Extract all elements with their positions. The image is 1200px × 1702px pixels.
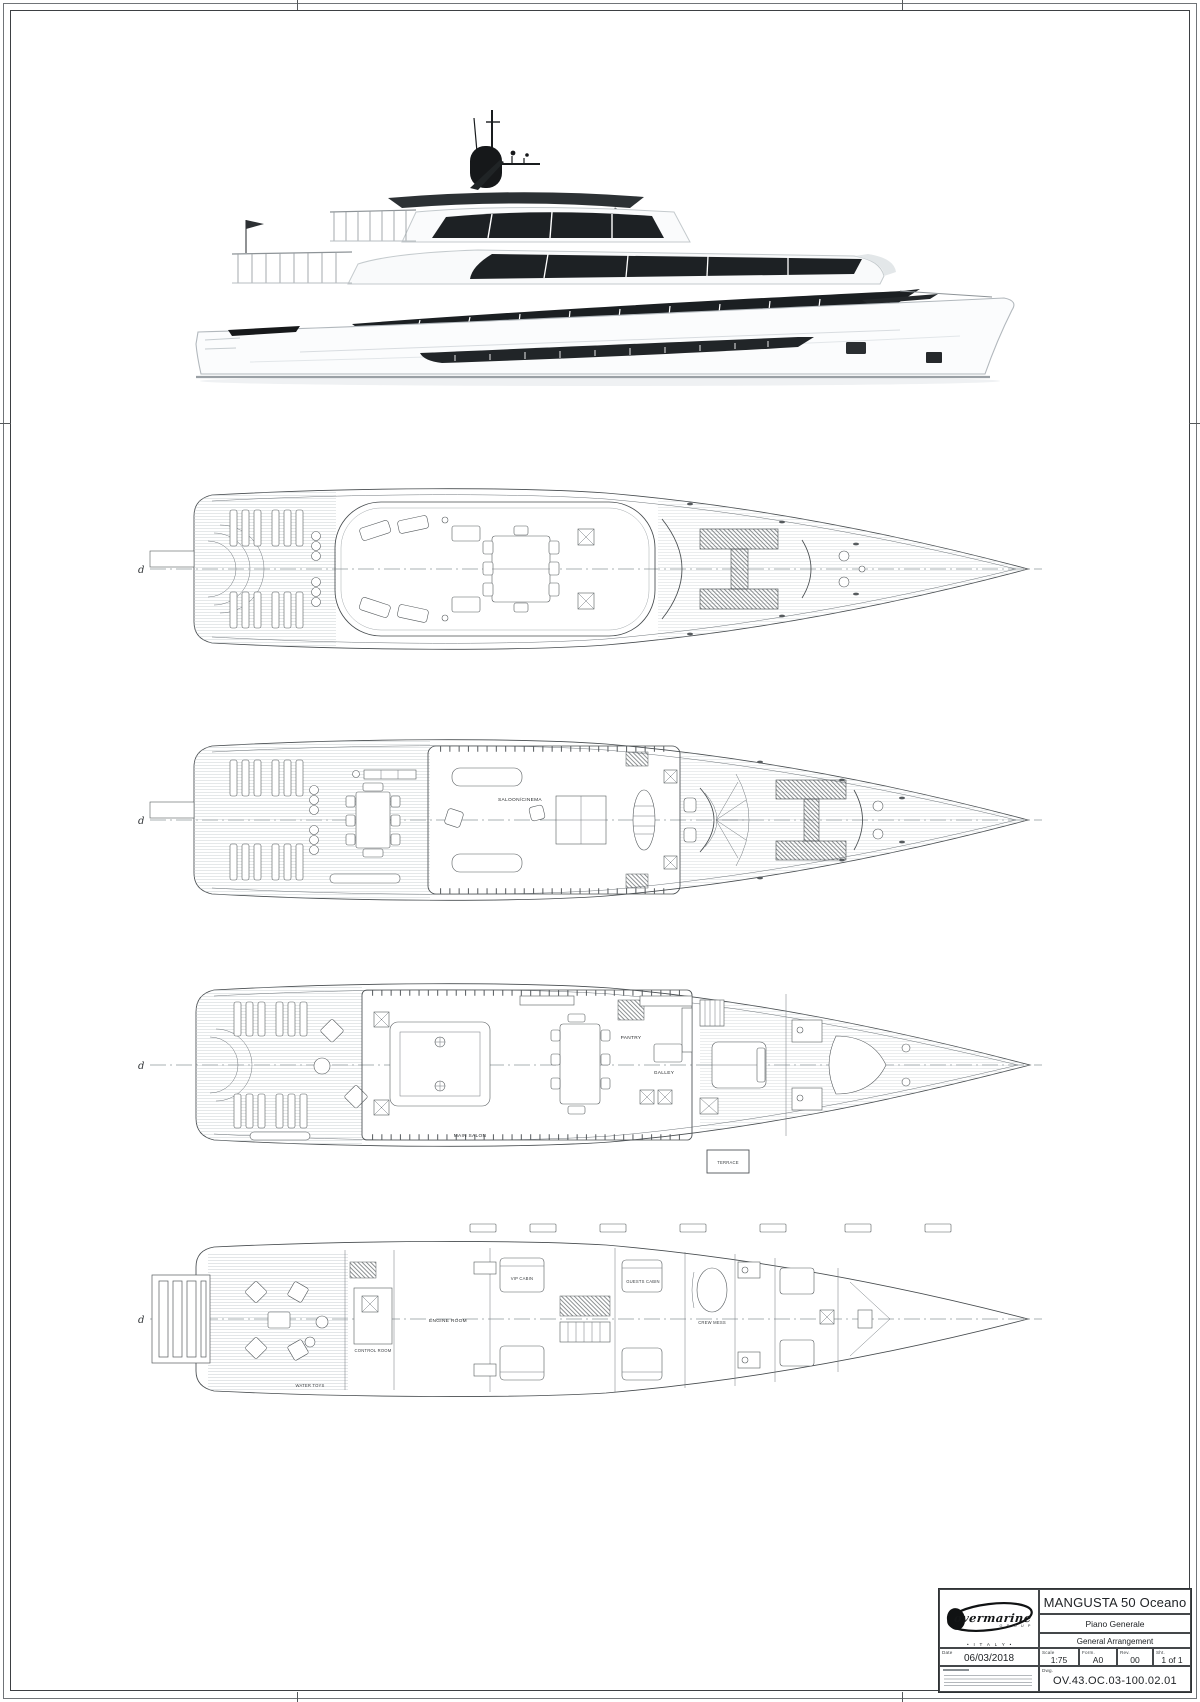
notes-heading-line xyxy=(943,1669,969,1671)
upper-deck-profile xyxy=(232,250,896,284)
pantry-label: PANTRY xyxy=(620,1036,642,1041)
control-room-label: CONTROL ROOM xyxy=(354,1348,392,1353)
model-name: MANGUSTA 50 Oceano xyxy=(1043,1595,1187,1610)
crew-mess xyxy=(692,1254,775,1386)
centering-tick-top-1 xyxy=(297,0,298,10)
hardtop xyxy=(388,192,644,208)
stern-platform xyxy=(152,1275,210,1363)
central-stairs xyxy=(560,1248,615,1392)
passerelle xyxy=(150,551,194,567)
guests-cabin-label: GUESTS CABIN xyxy=(626,1279,660,1284)
centering-tick-bottom-1 xyxy=(297,1692,298,1702)
side-profile-rendering xyxy=(170,110,1050,400)
centering-tick-top-2 xyxy=(902,0,903,10)
centering-tick-bottom-2 xyxy=(902,1692,903,1702)
engine-control-room xyxy=(350,1248,490,1392)
scale-label: Scale xyxy=(1042,1650,1055,1655)
dining-table xyxy=(551,1014,610,1114)
aft-bench xyxy=(330,874,400,883)
notes-fine-print xyxy=(944,1675,1032,1687)
form-label: Form. xyxy=(1082,1650,1095,1655)
bridge-deck-plan xyxy=(120,700,1060,915)
crew-mess-label: CREW MESS xyxy=(698,1320,726,1325)
lobby-stairs xyxy=(700,1000,724,1026)
deck-planking xyxy=(194,740,1030,902)
spiral-stair xyxy=(626,752,677,888)
stern-flag xyxy=(246,220,264,253)
sht-cell xyxy=(1153,1648,1191,1666)
sht-label: Sht. xyxy=(1156,1650,1165,1655)
scale-cell xyxy=(1039,1648,1079,1666)
dwg-label: Dwg. xyxy=(1042,1668,1054,1673)
galley xyxy=(640,996,692,1104)
title-block xyxy=(938,1588,1192,1693)
scale-value: 1:75 xyxy=(1050,1655,1068,1665)
deck-planking xyxy=(194,490,1030,650)
water-toys-label: WATER TOYS xyxy=(295,1383,325,1388)
title-en-cell xyxy=(1039,1633,1191,1648)
dining-table xyxy=(483,526,559,612)
overmarine-logo xyxy=(946,1598,1034,1647)
title-it-cell xyxy=(1039,1614,1191,1633)
dwg-cell xyxy=(1039,1666,1191,1692)
rev-value: 00 xyxy=(1130,1655,1140,1665)
logo-country-text: • I T A L Y • xyxy=(966,1642,1014,1647)
sideboard xyxy=(520,996,574,1005)
passerelle xyxy=(150,802,194,818)
date-cell xyxy=(939,1648,1039,1666)
cinema-screen xyxy=(556,796,606,844)
centering-tick-left xyxy=(0,423,11,424)
rev-label: Rev. xyxy=(1120,1650,1130,1655)
lower-deck-plan xyxy=(120,1205,1060,1410)
sun-deck-plan xyxy=(120,455,1060,660)
mast-and-radar xyxy=(470,110,540,188)
centerline-marker: d xyxy=(138,1061,145,1072)
centering-tick-right xyxy=(1189,423,1200,424)
terrace-box xyxy=(707,1150,749,1173)
centerline-marker: d xyxy=(138,565,145,576)
centerline-marker: d xyxy=(138,1315,145,1326)
guest-cabins xyxy=(622,1252,685,1388)
main-deck-plan xyxy=(120,960,1060,1185)
form-value: A0 xyxy=(1092,1655,1104,1665)
date-label: Date xyxy=(942,1650,953,1655)
main-salon-label: MAIN SALON xyxy=(453,1134,487,1139)
rev-cell xyxy=(1117,1648,1153,1666)
terrace-label: TERRACE xyxy=(717,1160,739,1165)
form-cell xyxy=(1079,1648,1117,1666)
sun-deck-profile xyxy=(330,208,690,243)
date-value: 06/03/2018 xyxy=(963,1653,1015,1664)
logo-group-text: G R O U P xyxy=(999,1624,1032,1628)
logo-brand-text: overmarine xyxy=(953,1611,1033,1625)
dwg-value: OV.43.OC.03-100.02.01 xyxy=(1053,1675,1177,1687)
model-cell xyxy=(1039,1589,1191,1614)
title-en: General Arrangement xyxy=(1076,1636,1154,1646)
saloon-cinema-label: SALOON/CINEMA xyxy=(498,798,542,803)
hull-side-windows xyxy=(470,1224,951,1232)
title-it: Piano Generale xyxy=(1085,1619,1145,1629)
galley-label: GALLEY xyxy=(653,1071,675,1076)
logo-cell xyxy=(939,1589,1039,1648)
sht-value: 1 of 1 xyxy=(1161,1655,1183,1665)
salon-sofa xyxy=(374,1012,490,1115)
crew-cabins xyxy=(780,1268,838,1372)
centerline-marker: d xyxy=(138,816,145,827)
engine-room-label: ENGINE ROOM xyxy=(429,1319,467,1324)
notes-cell xyxy=(939,1666,1039,1692)
vip-cabin-label: VIP CABIN xyxy=(510,1276,534,1281)
